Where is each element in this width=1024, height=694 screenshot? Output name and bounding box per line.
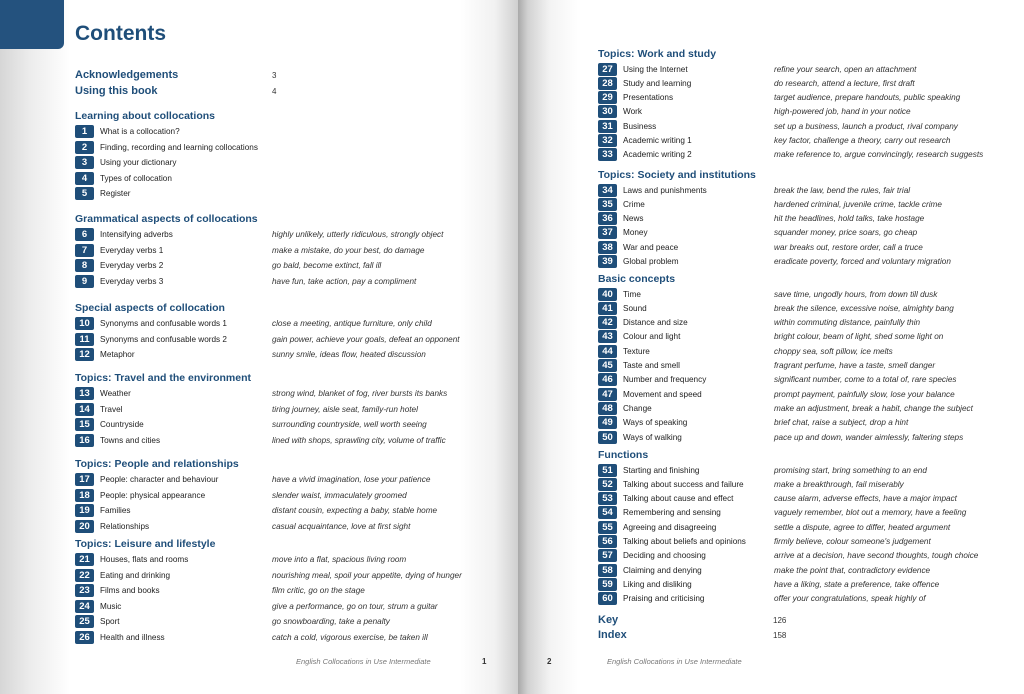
toc-unit-row[interactable] — [75, 259, 475, 272]
toc-unit-row[interactable] — [75, 553, 475, 566]
unit-number-badge: 44 — [598, 345, 617, 358]
unit-title: What is a collocation? — [100, 127, 180, 136]
unit-title: Everyday verbs 1 — [100, 245, 164, 255]
toc-unit-row[interactable] — [598, 373, 998, 386]
toc-unit-row[interactable] — [598, 198, 998, 211]
unit-title: Deciding and choosing — [623, 551, 706, 561]
toc-unit-row[interactable] — [75, 600, 475, 613]
unit-number-badge: 37 — [598, 226, 617, 239]
unit-title: Sound — [623, 303, 647, 313]
unit-number-badge: 43 — [598, 330, 617, 343]
unit-example-collocations: choppy sea, soft pillow, ice melts — [774, 346, 893, 356]
toc-unit-row[interactable] — [75, 125, 475, 138]
unit-title: Relationships — [100, 521, 150, 531]
toc-unit-row[interactable] — [598, 564, 998, 577]
toc-unit-row[interactable] — [598, 120, 998, 133]
unit-example-collocations: distant cousin, expecting a baby, stable home — [272, 506, 438, 515]
section-heading: Topics: Society and institutions — [598, 169, 756, 181]
unit-title: Countryside — [100, 420, 144, 429]
unit-example-collocations: offer your congratulations, speak highly of — [774, 594, 926, 604]
unit-title: Towns and cities — [100, 435, 161, 445]
unit-title: Finding, recording and learning collocations — [100, 142, 258, 152]
unit-title: Starting and finishing — [623, 465, 700, 475]
right-page — [518, 0, 1024, 694]
unit-title: Colour and light — [623, 332, 681, 342]
unit-title: Number and frequency — [623, 375, 707, 385]
unit-number-badge: 13 — [75, 387, 94, 400]
back-matter-index[interactable]: Index — [598, 629, 627, 641]
unit-title: Families — [100, 506, 131, 515]
unit-title: Laws and punishments — [623, 185, 707, 195]
toc-unit-row[interactable] — [75, 387, 475, 400]
toc-unit-row[interactable] — [75, 473, 475, 486]
unit-number-badge: 11 — [75, 333, 94, 346]
toc-unit-row[interactable] — [75, 504, 475, 517]
unit-title: Eating and drinking — [100, 570, 171, 580]
unit-title: Taste and smell — [623, 361, 680, 370]
toc-unit-row[interactable] — [598, 105, 998, 118]
toc-unit-row[interactable] — [598, 402, 998, 415]
unit-example-collocations: eradicate poverty, forced and voluntary migration — [774, 257, 951, 266]
toc-unit-row[interactable] — [598, 91, 998, 104]
unit-example-collocations: hardened criminal, juvenile crime, tackle crime — [774, 199, 942, 209]
unit-title: Types of collocation — [100, 173, 172, 183]
unit-number-badge: 22 — [75, 569, 94, 582]
unit-title: Synonyms and confusable words 2 — [100, 334, 227, 344]
unit-example-collocations: lined with shops, sprawling city, volume of traffic — [272, 435, 446, 445]
unit-number-badge: 18 — [75, 489, 94, 502]
unit-number-badge: 39 — [598, 255, 617, 268]
toc-unit-row[interactable] — [598, 359, 998, 372]
unit-title: Talking about beliefs and opinions — [623, 537, 746, 546]
unit-example-collocations: make a breakthrough, fail miserably — [774, 479, 904, 489]
unit-example-collocations: save time, ungodly hours, from down till dusk — [774, 289, 938, 299]
unit-example-collocations: settle a dispute, agree to differ, heated argument — [774, 522, 951, 532]
unit-title: Liking and disliking — [623, 579, 692, 589]
unit-example-collocations: arrive at a decision, have second thoughts, tough choice — [774, 551, 979, 561]
unit-number-badge: 30 — [598, 105, 617, 118]
toc-unit-row[interactable] — [598, 492, 998, 505]
unit-number-badge: 60 — [598, 592, 617, 605]
unit-number-badge: 19 — [75, 504, 94, 517]
unit-example-collocations: brief chat, raise a subject, drop a hint — [774, 418, 909, 428]
unit-number-badge: 38 — [598, 241, 617, 254]
toc-unit-row[interactable] — [75, 156, 475, 169]
back-matter-page: 126 — [773, 616, 787, 625]
unit-title: Everyday verbs 3 — [100, 276, 164, 286]
unit-example-collocations: slender waist, immaculately groomed — [272, 490, 407, 500]
unit-number-badge: 49 — [598, 416, 617, 429]
toc-unit-row[interactable] — [75, 434, 475, 447]
toc-unit-row[interactable] — [75, 631, 475, 644]
unit-example-collocations: move into a flat, spacious living room — [272, 555, 407, 564]
section-heading: Topics: People and relationships — [75, 458, 239, 470]
unit-title: Metaphor — [100, 350, 135, 359]
unit-title: Study and learning — [623, 78, 692, 88]
unit-number-badge: 32 — [598, 134, 617, 147]
unit-number-badge: 24 — [75, 600, 94, 613]
unit-title: Money — [623, 228, 648, 238]
toc-unit-row[interactable] — [75, 244, 475, 257]
toc-unit-row[interactable] — [75, 275, 475, 288]
section-heading: Basic concepts — [598, 273, 676, 285]
unit-title: Sport — [100, 617, 120, 626]
unit-number-badge: 51 — [598, 464, 617, 477]
unit-example-collocations: significant number, come to a total of, rare species — [774, 375, 957, 385]
unit-title: Using your dictionary — [100, 158, 177, 167]
unit-number-badge: 41 — [598, 302, 617, 315]
unit-number-badge: 5 — [75, 187, 94, 200]
unit-number-badge: 2 — [75, 141, 94, 154]
unit-title: Crime — [623, 199, 645, 209]
unit-title: Movement and speed — [623, 389, 702, 399]
unit-number-badge: 1 — [75, 125, 94, 138]
unit-number-badge: 21 — [75, 553, 94, 566]
unit-title: Health and illness — [100, 632, 165, 642]
section-heading: Learning about collocations — [75, 110, 216, 122]
toc-unit-row[interactable] — [598, 316, 998, 329]
back-matter-page: 158 — [773, 631, 787, 640]
toc-unit-row[interactable] — [75, 141, 475, 154]
unit-example-collocations: pace up and down, wander aimlessly, faltering steps — [774, 432, 964, 442]
unit-number-badge: 52 — [598, 478, 617, 491]
unit-number-badge: 48 — [598, 402, 617, 415]
section-heading: Topics: Work and study — [598, 48, 717, 60]
toc-unit-row[interactable] — [598, 288, 998, 301]
unit-title: Claiming and denying — [623, 565, 702, 575]
unit-number-badge: 58 — [598, 564, 617, 577]
toc-unit-row[interactable] — [598, 464, 998, 477]
toc-unit-row[interactable] — [598, 77, 998, 90]
unit-title: Distance and size — [623, 318, 688, 328]
unit-number-badge: 55 — [598, 521, 617, 534]
toc-unit-row[interactable] — [75, 333, 475, 346]
toc-unit-row[interactable] — [598, 416, 998, 429]
unit-example-collocations: have a vivid imagination, lose your patience — [272, 475, 431, 484]
section-heading: Grammatical aspects of collocations — [75, 213, 258, 225]
unit-number-badge: 59 — [598, 578, 617, 591]
unit-number-badge: 9 — [75, 275, 94, 288]
toc-unit-row[interactable] — [75, 348, 475, 361]
toc-unit-row[interactable] — [598, 302, 998, 315]
unit-title: Films and books — [100, 586, 160, 595]
toc-unit-row[interactable] — [75, 317, 475, 330]
unit-example-collocations: target audience, prepare handouts, public speaking — [774, 93, 961, 103]
back-matter-key[interactable]: Key — [598, 614, 619, 626]
unit-title: Academic writing 2 — [623, 150, 692, 160]
unit-number-badge: 46 — [598, 373, 617, 386]
corner-tab — [0, 0, 64, 49]
unit-example-collocations: refine your search, open an attachment — [774, 64, 917, 74]
toc-unit-row[interactable] — [598, 431, 998, 444]
toc-unit-row[interactable] — [75, 569, 475, 582]
unit-example-collocations: surrounding countryside, well worth seeing — [272, 420, 427, 429]
toc-unit-row[interactable] — [75, 418, 475, 431]
page-number: 2 — [547, 657, 552, 666]
unit-number-badge: 16 — [75, 434, 94, 447]
footer-book-title: English Collocations in Use Intermediate — [296, 657, 431, 666]
unit-example-collocations: make a mistake, do your best, do damage — [272, 245, 425, 255]
unit-number-badge: 20 — [75, 520, 94, 533]
unit-example-collocations: make reference to, argue convincingly, research suggests — [774, 150, 984, 160]
footer-book-title: English Collocations in Use Intermediate — [607, 657, 742, 666]
unit-example-collocations: make an adjustment, break a habit, change the subject — [774, 403, 973, 413]
section-heading: Special aspects of collocation — [75, 302, 225, 314]
unit-title: Global problem — [623, 257, 679, 266]
unit-example-collocations: promising start, bring something to an end — [774, 465, 927, 475]
unit-title: Texture — [623, 346, 650, 356]
toc-unit-row[interactable] — [75, 520, 475, 533]
unit-number-badge: 29 — [598, 91, 617, 104]
unit-number-badge: 54 — [598, 506, 617, 519]
unit-example-collocations: go snowboarding, take a penalty — [272, 617, 390, 626]
unit-number-badge: 14 — [75, 403, 94, 416]
unit-number-badge: 10 — [75, 317, 94, 330]
unit-number-badge: 27 — [598, 63, 617, 76]
front-matter-using-this-book[interactable]: Using this book — [75, 85, 158, 97]
front-matter-acknowledgements[interactable]: Acknowledgements — [75, 69, 179, 81]
unit-example-collocations: within commuting distance, painfully thin — [774, 318, 921, 328]
toc-unit-row[interactable] — [598, 388, 998, 401]
unit-title: Weather — [100, 389, 131, 398]
unit-number-badge: 56 — [598, 535, 617, 548]
unit-title: Talking about success and failure — [623, 479, 744, 489]
unit-number-badge: 4 — [75, 172, 94, 185]
unit-title: Everyday verbs 2 — [100, 261, 164, 270]
unit-title: Travel — [100, 404, 123, 414]
toc-unit-row[interactable] — [598, 241, 998, 254]
unit-example-collocations: do research, attend a lecture, first draft — [774, 78, 915, 88]
toc-unit-row[interactable] — [598, 226, 998, 239]
unit-title: Praising and criticising — [623, 594, 705, 604]
unit-title: People: physical appearance — [100, 490, 206, 500]
toc-unit-row[interactable] — [598, 478, 998, 491]
unit-title: Register — [100, 189, 131, 198]
unit-example-collocations: war breaks out, restore order, call a truce — [774, 242, 923, 252]
unit-title: War and peace — [623, 242, 679, 252]
unit-number-badge: 53 — [598, 492, 617, 505]
toc-unit-row[interactable] — [75, 584, 475, 597]
unit-title: Time — [623, 289, 641, 299]
unit-number-badge: 33 — [598, 148, 617, 161]
toc-unit-row[interactable] — [598, 134, 998, 147]
unit-title: Synonyms and confusable words 1 — [100, 319, 227, 328]
unit-example-collocations: sunny smile, ideas flow, heated discussion — [272, 350, 426, 359]
toc-unit-row[interactable] — [598, 549, 998, 562]
toc-unit-row[interactable] — [598, 184, 998, 197]
toc-unit-row[interactable] — [598, 255, 998, 268]
unit-title: Talking about cause and effect — [623, 494, 734, 504]
section-heading: Functions — [598, 449, 649, 461]
toc-unit-row[interactable] — [598, 148, 998, 161]
front-matter-page: 3 — [272, 71, 277, 80]
toc-unit-row[interactable] — [75, 403, 475, 416]
unit-example-collocations: vaguely remember, blot out a memory, have a feeling — [774, 508, 967, 518]
toc-unit-row[interactable] — [598, 578, 998, 591]
toc-unit-row[interactable] — [75, 187, 475, 200]
unit-example-collocations: squander money, price soars, go cheap — [774, 228, 918, 238]
unit-number-badge: 45 — [598, 359, 617, 372]
unit-example-collocations: high-powered job, hand in your notice — [774, 107, 911, 117]
unit-title: Agreeing and disagreeing — [623, 522, 717, 532]
toc-unit-row[interactable] — [598, 506, 998, 519]
unit-number-badge: 17 — [75, 473, 94, 486]
toc-unit-row[interactable] — [75, 228, 475, 241]
unit-number-badge: 15 — [75, 418, 94, 431]
unit-number-badge: 26 — [75, 631, 94, 644]
unit-number-badge: 8 — [75, 259, 94, 272]
unit-title: Work — [623, 107, 642, 117]
unit-example-collocations: break the law, bend the rules, fair trial — [774, 185, 911, 195]
unit-example-collocations: prompt payment, painfully slow, lose your balance — [774, 389, 955, 399]
unit-example-collocations: nourishing meal, spoil your appetite, dying of hunger — [272, 570, 462, 580]
unit-title: News — [623, 214, 644, 224]
unit-number-badge: 6 — [75, 228, 94, 241]
unit-example-collocations: bright colour, beam of light, shed some light on — [774, 332, 944, 342]
unit-example-collocations: tiring journey, aisle seat, family-run hotel — [272, 404, 418, 414]
unit-example-collocations: have a liking, state a preference, take offence — [774, 579, 940, 589]
unit-number-badge: 50 — [598, 431, 617, 444]
toc-unit-row[interactable] — [598, 330, 998, 343]
unit-example-collocations: casual acquaintance, love at first sight — [272, 521, 411, 531]
unit-title: Ways of speaking — [623, 418, 688, 428]
toc-unit-row[interactable] — [75, 172, 475, 185]
unit-title: Presentations — [623, 93, 674, 103]
unit-title: Change — [623, 403, 652, 413]
toc-unit-row[interactable] — [598, 212, 998, 225]
unit-number-badge: 34 — [598, 184, 617, 197]
unit-example-collocations: have fun, take action, pay a compliment — [272, 276, 417, 286]
unit-title: Business — [623, 121, 657, 131]
unit-number-badge: 36 — [598, 212, 617, 225]
unit-example-collocations: cause alarm, adverse effects, have a major impact — [774, 494, 957, 504]
unit-example-collocations: give a performance, go on tour, strum a guitar — [272, 601, 438, 611]
unit-example-collocations: break the silence, excessive noise, almighty bang — [774, 303, 954, 313]
unit-number-badge: 47 — [598, 388, 617, 401]
toc-unit-row[interactable] — [598, 345, 998, 358]
toc-unit-row[interactable] — [598, 592, 998, 605]
page-number: 1 — [482, 657, 487, 666]
unit-title: Remembering and sensing — [623, 508, 721, 518]
unit-number-badge: 23 — [75, 584, 94, 597]
unit-title: Using the Internet — [623, 64, 688, 74]
unit-title: Intensifying adverbs — [100, 230, 173, 239]
unit-title: Music — [100, 601, 122, 611]
unit-example-collocations: set up a business, launch a product, rival company — [774, 121, 958, 131]
unit-example-collocations: film critic, go on the stage — [272, 586, 365, 595]
section-heading: Topics: Leisure and lifestyle — [75, 538, 216, 550]
unit-number-badge: 40 — [598, 288, 617, 301]
unit-number-badge: 35 — [598, 198, 617, 211]
unit-number-badge: 28 — [598, 77, 617, 90]
unit-number-badge: 31 — [598, 120, 617, 133]
unit-example-collocations: make the point that, contradictory evidence — [774, 565, 931, 575]
toc-unit-row[interactable] — [598, 521, 998, 534]
unit-title: People: character and behaviour — [100, 475, 219, 484]
unit-example-collocations: gain power, achieve your goals, defeat an opponent — [272, 334, 460, 344]
unit-example-collocations: catch a cold, vigorous exercise, be taken ill — [272, 632, 428, 642]
unit-number-badge: 7 — [75, 244, 94, 257]
unit-example-collocations: firmly believe, colour someone's judgement — [774, 537, 931, 546]
unit-example-collocations: hit the headlines, hold talks, take hostage — [774, 214, 925, 224]
unit-number-badge: 3 — [75, 156, 94, 169]
toc-unit-row[interactable] — [598, 63, 998, 76]
unit-example-collocations: strong wind, blanket of fog, river bursts its banks — [272, 389, 448, 398]
toc-unit-row[interactable] — [598, 535, 998, 548]
unit-title: Houses, flats and rooms — [100, 555, 189, 564]
front-matter-page: 4 — [272, 87, 277, 96]
unit-number-badge: 42 — [598, 316, 617, 329]
unit-example-collocations: key factor, challenge a theory, carry out research — [774, 136, 951, 145]
section-heading: Topics: Travel and the environment — [75, 372, 252, 384]
unit-number-badge: 57 — [598, 549, 617, 562]
unit-title: Ways of walking — [623, 432, 682, 442]
unit-example-collocations: fragrant perfume, have a taste, smell danger — [774, 361, 936, 370]
unit-example-collocations: go bald, become extinct, fall ill — [272, 261, 382, 270]
toc-unit-row[interactable] — [75, 615, 475, 628]
unit-number-badge: 12 — [75, 348, 94, 361]
unit-example-collocations: close a meeting, antique furniture, only child — [272, 319, 432, 328]
unit-number-badge: 25 — [75, 615, 94, 628]
unit-title: Academic writing 1 — [623, 136, 692, 145]
toc-unit-row[interactable] — [75, 489, 475, 502]
unit-example-collocations: highly unlikely, utterly ridiculous, strongly object — [272, 230, 444, 239]
page-title: Contents — [75, 22, 166, 45]
